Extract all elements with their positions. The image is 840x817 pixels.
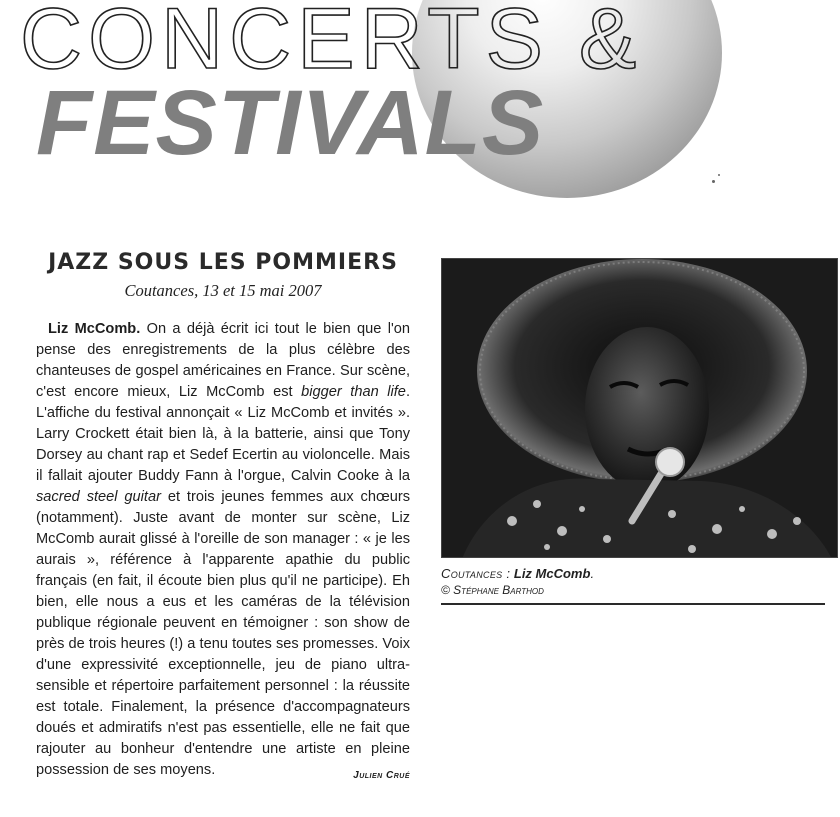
- article-body: [36, 319, 410, 781]
- article-body-italic: sacred steel guitar: [36, 489, 161, 505]
- article-body-italic: bigger than life: [301, 384, 406, 400]
- article-body-part: et trois jeunes femmes aux chœurs (notamment). Juste avant de monter sur scène, Liz McComb aurait glissé à l'oreille de son manager : « je les aurais », référence à l'apparente apathie du public français (en fait, il écoute bien plus qu'il ne participe). Eh bien, elle nous a eus et les caméras de la télévision publique régionale peuvent en témoigner : son show de près de trois heures (!) a tenu toutes ses promesses. Voix d'une expressivité exceptionnelle, jeu de piano ultra-sensible et répertoire parfaitement personnel : la réussite est totale. Finalement, la présence d'accompagnateurs doués et admiratifs n'est pas essentielle, elle ne fait que rajouter au bonheur d'entendre une artiste en pleine possession de ses moyens.: [36, 489, 410, 778]
- article-body-part: On a déjà écrit ici tout le bien que l'on pense des enregistrements de la plus célèbre des chanteuses de gospel américaines en France. Sur scène, c'est encore mieux, Liz McComb est: [36, 321, 410, 400]
- article-byline: Julien Crué: [353, 770, 410, 781]
- article-body-part: . L'affiche du festival annonçait « Liz McComb et invités ». Larry Crockett était bien là, à la batterie, ainsi que Tony Dorsey au chant rap et Sedef Ecertin au violoncelle. Mais il fallait ajouter Buddy Fann à l'orgue, Calvin Cooke à la: [36, 384, 410, 484]
- article: [36, 250, 410, 786]
- masthead-concerts-title: CONCERTS &: [20, 0, 643, 87]
- caption-rule: [441, 603, 825, 605]
- singer-photo-illustration: [442, 259, 838, 558]
- caption-end: .: [590, 566, 595, 581]
- print-speck: [712, 180, 715, 183]
- print-speck: [718, 174, 720, 176]
- article-headline: JAZZ SOUS LES POMMIERS: [48, 250, 398, 275]
- masthead: [0, 0, 840, 200]
- masthead-festivals-title: FESTIVALS: [36, 72, 545, 174]
- photo-caption: [441, 566, 831, 597]
- concert-photo: [441, 258, 838, 558]
- caption-name: Liz McComb: [513, 566, 591, 581]
- caption-line: [441, 566, 831, 581]
- caption-place: Coutances :: [441, 566, 511, 581]
- article-lead-name: Liz McComb.: [48, 321, 141, 337]
- photo-credit: © Stéphane Barthod: [441, 583, 544, 597]
- article-subhead: Coutances, 13 et 15 mai 2007: [124, 281, 322, 300]
